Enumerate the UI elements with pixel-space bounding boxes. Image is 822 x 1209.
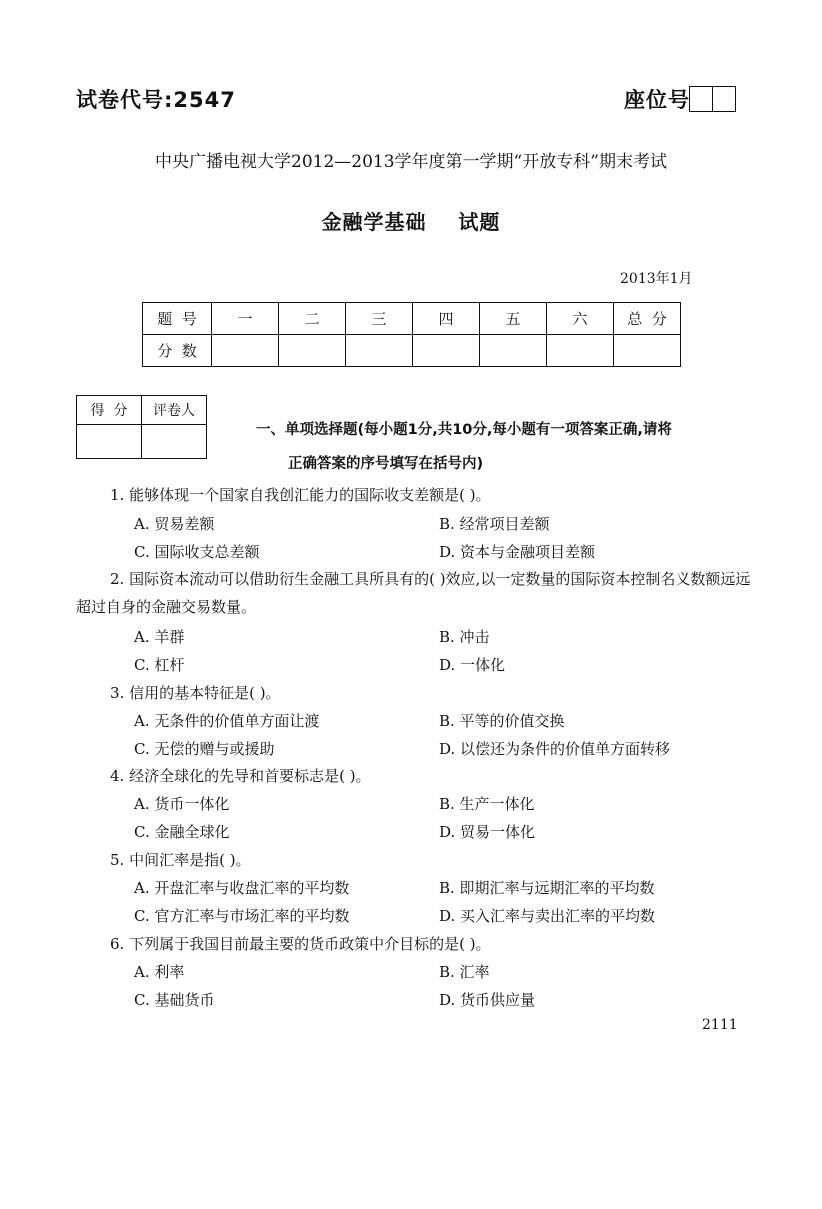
column-header: 五 [480, 303, 547, 335]
seat-label: 座位号 [624, 88, 690, 112]
grader-value-row [77, 425, 207, 459]
option: C. 官方汇率与市场汇率的平均数 [134, 907, 350, 925]
column-header: 一 [212, 303, 279, 335]
question-3: 3. 信用的基本特征是( )。 [110, 684, 281, 702]
option: B. 冲击 [439, 628, 490, 646]
score-cell[interactable] [346, 335, 413, 367]
grader-header-row [77, 396, 207, 425]
option: C. 国际收支总差额 [134, 543, 260, 561]
option: A. 无条件的价值单方面让渡 [134, 712, 320, 730]
exam-title: 金融学基础 试题 [321, 210, 501, 234]
score-cell[interactable] [212, 335, 279, 367]
grader-cell[interactable] [77, 425, 142, 459]
option: B. 经常项目差额 [439, 515, 550, 533]
score-value-row [143, 335, 681, 367]
seat-box [689, 86, 713, 112]
option: C. 无偿的赠与或援助 [134, 740, 275, 758]
option: D. 贸易一体化 [439, 823, 536, 841]
score-cell[interactable] [614, 335, 681, 367]
question-5: 5. 中间汇率是指( )。 [110, 851, 251, 869]
exam-code: 试卷代号:2547 [76, 88, 236, 112]
score-cell[interactable] [480, 335, 547, 367]
page-number: 2111 [702, 1017, 738, 1033]
option: A. 羊群 [134, 628, 185, 646]
option: B. 平等的价值交换 [439, 712, 565, 730]
question-6: 6. 下列属于我国目前最主要的货币政策中介目标的是( )。 [110, 935, 491, 953]
column-header: 二 [279, 303, 346, 335]
score-cell[interactable] [413, 335, 480, 367]
row-header: 分 数 [143, 335, 212, 367]
question-2: 2. 国际资本流动可以借助衍生金融工具所具有的( )效应,以一定数量的国际资本控制名义数额远远超过自身的金融交易数量。 [76, 570, 751, 616]
option: B. 即期汇率与远期汇率的平均数 [439, 879, 655, 897]
column-header: 六 [547, 303, 614, 335]
seat-number [624, 84, 736, 114]
option: B. 汇率 [439, 963, 490, 981]
grader-header: 得 分 [77, 396, 142, 425]
column-header: 三 [346, 303, 413, 335]
score-cell[interactable] [547, 335, 614, 367]
option: A. 利率 [134, 963, 185, 981]
score-header-row [143, 303, 681, 335]
section-heading: 一、单项选择题(每小题1分,共10分,每小题有一项答案正确,请将 [256, 422, 672, 438]
grader-cell[interactable] [142, 425, 207, 459]
seat-box [712, 86, 736, 112]
exam-subtitle: 中央广播电视大学2012—2013学年度第一学期“开放专科”期末考试 [155, 152, 667, 172]
option: D. 以偿还为条件的价值单方面转移 [439, 740, 671, 758]
row-header: 题 号 [143, 303, 212, 335]
grader-header: 评卷人 [142, 396, 207, 425]
option: A. 贸易差额 [134, 515, 215, 533]
exam-date: 2013年1月 [620, 271, 693, 287]
option: A. 开盘汇率与收盘汇率的平均数 [134, 879, 350, 897]
column-header: 总 分 [614, 303, 681, 335]
option: B. 生产一体化 [439, 795, 535, 813]
question-4: 4. 经济全球化的先导和首要标志是( )。 [110, 767, 371, 785]
option: A. 货币一体化 [134, 795, 230, 813]
option: D. 资本与金融项目差额 [439, 543, 596, 561]
option: D. 一体化 [439, 656, 506, 674]
option: C. 金融全球化 [134, 823, 230, 841]
score-table [142, 302, 681, 367]
option: D. 货币供应量 [439, 991, 536, 1009]
section-heading-cont: 正确答案的序号填写在括号内) [288, 456, 484, 472]
grader-table [76, 395, 207, 459]
question-1: 1. 能够体现一个国家自我创汇能力的国际收支差额是( )。 [110, 486, 491, 504]
option: D. 买入汇率与卖出汇率的平均数 [439, 907, 656, 925]
option: C. 杠杆 [134, 656, 185, 674]
column-header: 四 [413, 303, 480, 335]
option: C. 基础货币 [134, 991, 215, 1009]
score-cell[interactable] [279, 335, 346, 367]
